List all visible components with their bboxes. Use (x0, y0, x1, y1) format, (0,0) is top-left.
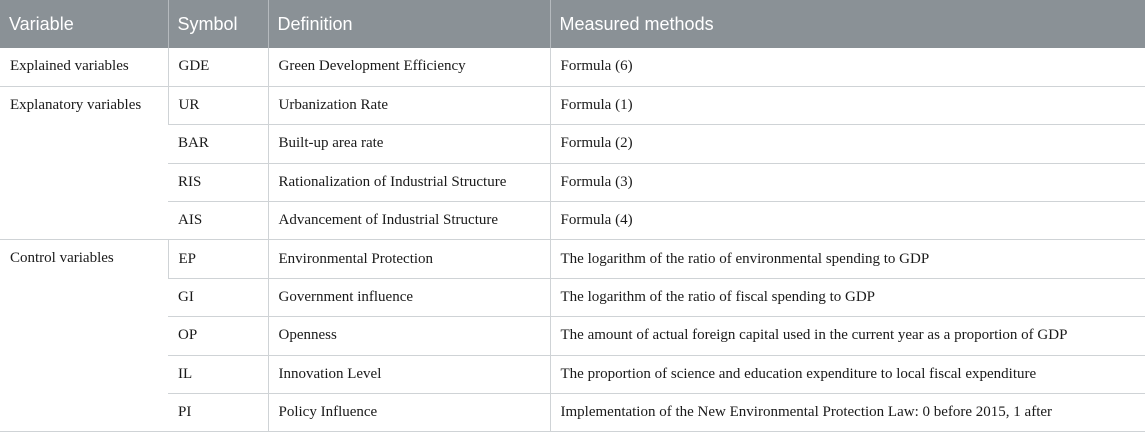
cell-measured-method: Implementation of the New Environmental Protection Law: 0 before 2015, 1 after (550, 394, 1145, 432)
cell-measured-method: Formula (3) (550, 163, 1145, 201)
cell-definition: Rationalization of Industrial Structure (268, 163, 550, 201)
header-variable: Variable (0, 0, 168, 48)
group-label: Explained variables (0, 48, 168, 86)
cell-symbol: AIS (168, 202, 268, 240)
header-symbol: Symbol (168, 0, 268, 48)
cell-measured-method: Formula (4) (550, 202, 1145, 240)
header-measured-methods: Measured methods (550, 0, 1145, 48)
cell-symbol: EP (168, 240, 268, 278)
table-row (0, 163, 1145, 201)
cell-measured-method: Formula (2) (550, 125, 1145, 163)
cell-definition: Environmental Protection (268, 240, 550, 278)
table-body (0, 48, 1145, 432)
cell-symbol: BAR (168, 125, 268, 163)
table-row (0, 317, 1145, 355)
cell-definition: Urbanization Rate (268, 86, 550, 124)
table-row (0, 240, 1145, 278)
cell-measured-method: Formula (1) (550, 86, 1145, 124)
table-row (0, 202, 1145, 240)
cell-symbol: UR (168, 86, 268, 124)
cell-symbol: PI (168, 394, 268, 432)
cell-definition: Government influence (268, 278, 550, 316)
cell-definition: Built-up area rate (268, 125, 550, 163)
cell-measured-method: The logarithm of the ratio of environmental spending to GDP (550, 240, 1145, 278)
cell-measured-method: The amount of actual foreign capital used in the current year as a proportion of GDP (550, 317, 1145, 355)
cell-definition: Advancement of Industrial Structure (268, 202, 550, 240)
table-row (0, 48, 1145, 86)
cell-symbol: GI (168, 278, 268, 316)
table-row (0, 278, 1145, 316)
table-row (0, 86, 1145, 124)
table-header (0, 0, 1145, 48)
group-label: Explanatory variables (0, 86, 168, 240)
cell-definition: Green Development Efficiency (268, 48, 550, 86)
group-label: Control variables (0, 240, 168, 432)
cell-symbol: IL (168, 355, 268, 393)
cell-definition: Policy Influence (268, 394, 550, 432)
table-row (0, 394, 1145, 432)
cell-symbol: OP (168, 317, 268, 355)
table-row (0, 125, 1145, 163)
cell-definition: Openness (268, 317, 550, 355)
cell-measured-method: The proportion of science and education expenditure to local fiscal expenditure (550, 355, 1145, 393)
cell-symbol: GDE (168, 48, 268, 86)
cell-symbol: RIS (168, 163, 268, 201)
cell-definition: Innovation Level (268, 355, 550, 393)
table-row (0, 355, 1145, 393)
cell-measured-method: The logarithm of the ratio of fiscal spending to GDP (550, 278, 1145, 316)
header-row (0, 0, 1145, 48)
cell-measured-method: Formula (6) (550, 48, 1145, 86)
header-definition: Definition (268, 0, 550, 48)
